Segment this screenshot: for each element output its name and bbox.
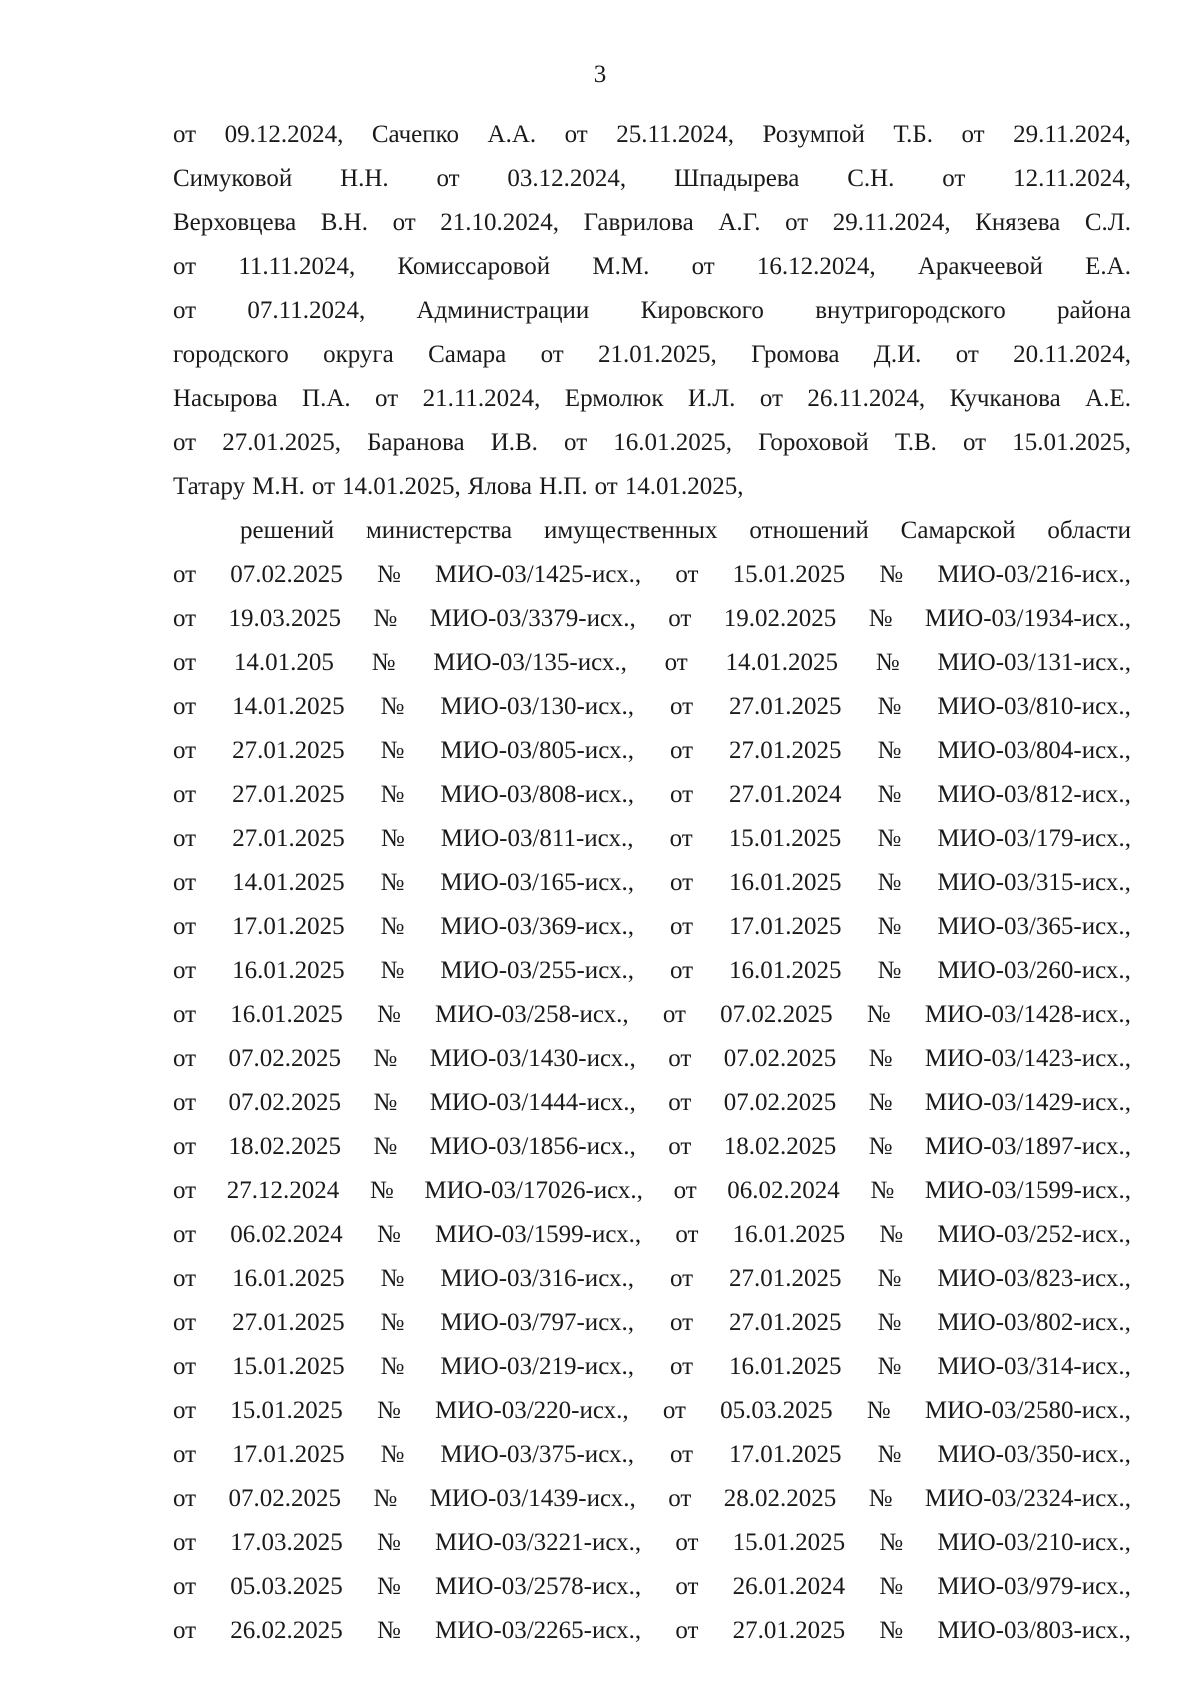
text-line: от 16.01.2025 № МИО-03/316-исх., от 27.01.2025 № МИО-03/823-исх., bbox=[173, 1265, 1131, 1292]
text-line: от 27.01.2025 № МИО-03/811-исх., от 15.01.2025 № МИО-03/179-исх., bbox=[173, 825, 1131, 852]
text-line: решений министерства имущественных отношений Самарской области bbox=[240, 517, 1131, 544]
text-line: от 26.02.2025 № МИО-03/2265-исх., от 27.01.2025 № МИО-03/803-исх., bbox=[173, 1617, 1131, 1644]
text-line: от 27.01.2025 № МИО-03/805-исх., от 27.01.2025 № МИО-03/804-исх., bbox=[173, 737, 1131, 764]
document-body bbox=[173, 113, 1131, 1653]
text-line: от 07.02.2025 № МИО-03/1430-исх., от 07.02.2025 № МИО-03/1423-исх., bbox=[173, 1045, 1131, 1072]
text-line: Симуковой Н.Н. от 03.12.2024, Шпадырева С.Н. от 12.11.2024, bbox=[173, 165, 1131, 192]
text-line: от 06.02.2024 № МИО-03/1599-исх., от 16.01.2025 № МИО-03/252-исх., bbox=[173, 1221, 1131, 1248]
text-line: от 27.12.2024 № МИО-03/17026-исх., от 06.02.2024 № МИО-03/1599-исх., bbox=[173, 1177, 1131, 1204]
text-line: Верховцева В.Н. от 21.10.2024, Гаврилова А.Г. от 29.11.2024, Князева С.Л. bbox=[173, 209, 1131, 236]
text-line: Насырова П.А. от 21.11.2024, Ермолюк И.Л. от 26.11.2024, Кучканова А.Е. bbox=[173, 385, 1131, 412]
text-line: от 18.02.2025 № МИО-03/1856-исх., от 18.02.2025 № МИО-03/1897-исх., bbox=[173, 1133, 1131, 1160]
text-line: Татару М.Н. от 14.01.2025, Ялова Н.П. от 14.01.2025, bbox=[173, 473, 744, 500]
text-line: от 17.01.2025 № МИО-03/369-исх., от 17.01.2025 № МИО-03/365-исх., bbox=[173, 913, 1131, 940]
text-line: от 07.02.2025 № МИО-03/1425-исх., от 15.01.2025 № МИО-03/216-исх., bbox=[173, 561, 1131, 588]
text-line: от 17.03.2025 № МИО-03/3221-исх., от 15.01.2025 № МИО-03/210-исх., bbox=[173, 1529, 1131, 1556]
text-line: от 27.01.2025 № МИО-03/808-исх., от 27.01.2024 № МИО-03/812-исх., bbox=[173, 781, 1131, 808]
page-number: 3 bbox=[593, 61, 607, 88]
paragraph-applicants bbox=[173, 113, 1131, 509]
text-line: от 16.01.2025 № МИО-03/258-исх., от 07.02.2025 № МИО-03/1428-исх., bbox=[173, 1001, 1131, 1028]
text-line: от 14.01.2025 № МИО-03/165-исх., от 16.01.2025 № МИО-03/315-исх., bbox=[173, 869, 1131, 896]
text-line: городского округа Самара от 21.01.2025, Громова Д.И. от 20.11.2024, bbox=[173, 341, 1131, 368]
text-line: от 17.01.2025 № МИО-03/375-исх., от 17.01.2025 № МИО-03/350-исх., bbox=[173, 1441, 1131, 1468]
paragraph-ministry-decisions bbox=[173, 509, 1131, 1653]
text-line: от 27.01.2025 № МИО-03/797-исх., от 27.01.2025 № МИО-03/802-исх., bbox=[173, 1309, 1131, 1336]
text-line: от 14.01.2025 № МИО-03/130-исх., от 27.01.2025 № МИО-03/810-исх., bbox=[173, 693, 1131, 720]
text-line: от 07.02.2025 № МИО-03/1444-исх., от 07.02.2025 № МИО-03/1429-исх., bbox=[173, 1089, 1131, 1116]
text-line: от 05.03.2025 № МИО-03/2578-исх., от 26.01.2024 № МИО-03/979-исх., bbox=[173, 1573, 1131, 1600]
text-line: от 16.01.2025 № МИО-03/255-исх., от 16.01.2025 № МИО-03/260-исх., bbox=[173, 957, 1131, 984]
text-line: от 19.03.2025 № МИО-03/3379-исх., от 19.02.2025 № МИО-03/1934-исх., bbox=[173, 605, 1131, 632]
text-line: от 07.11.2024, Администрации Кировского внутригородского района bbox=[173, 297, 1131, 324]
text-line: от 14.01.205 № МИО-03/135-исх., от 14.01.2025 № МИО-03/131-исх., bbox=[173, 649, 1131, 676]
text-line: от 07.02.2025 № МИО-03/1439-исх., от 28.02.2025 № МИО-03/2324-исх., bbox=[173, 1485, 1131, 1512]
text-line: от 15.01.2025 № МИО-03/220-исх., от 05.03.2025 № МИО-03/2580-исх., bbox=[173, 1397, 1131, 1424]
text-line: от 09.12.2024, Сачепко А.А. от 25.11.2024, Розумпой Т.Б. от 29.11.2024, bbox=[173, 121, 1131, 148]
text-line: от 11.11.2024, Комиссаровой М.М. от 16.12.2024, Аракчеевой Е.А. bbox=[173, 253, 1131, 280]
text-line: от 27.01.2025, Баранова И.В. от 16.01.2025, Гороховой Т.В. от 15.01.2025, bbox=[173, 429, 1131, 456]
text-line: от 15.01.2025 № МИО-03/219-исх., от 16.01.2025 № МИО-03/314-исх., bbox=[173, 1353, 1131, 1380]
